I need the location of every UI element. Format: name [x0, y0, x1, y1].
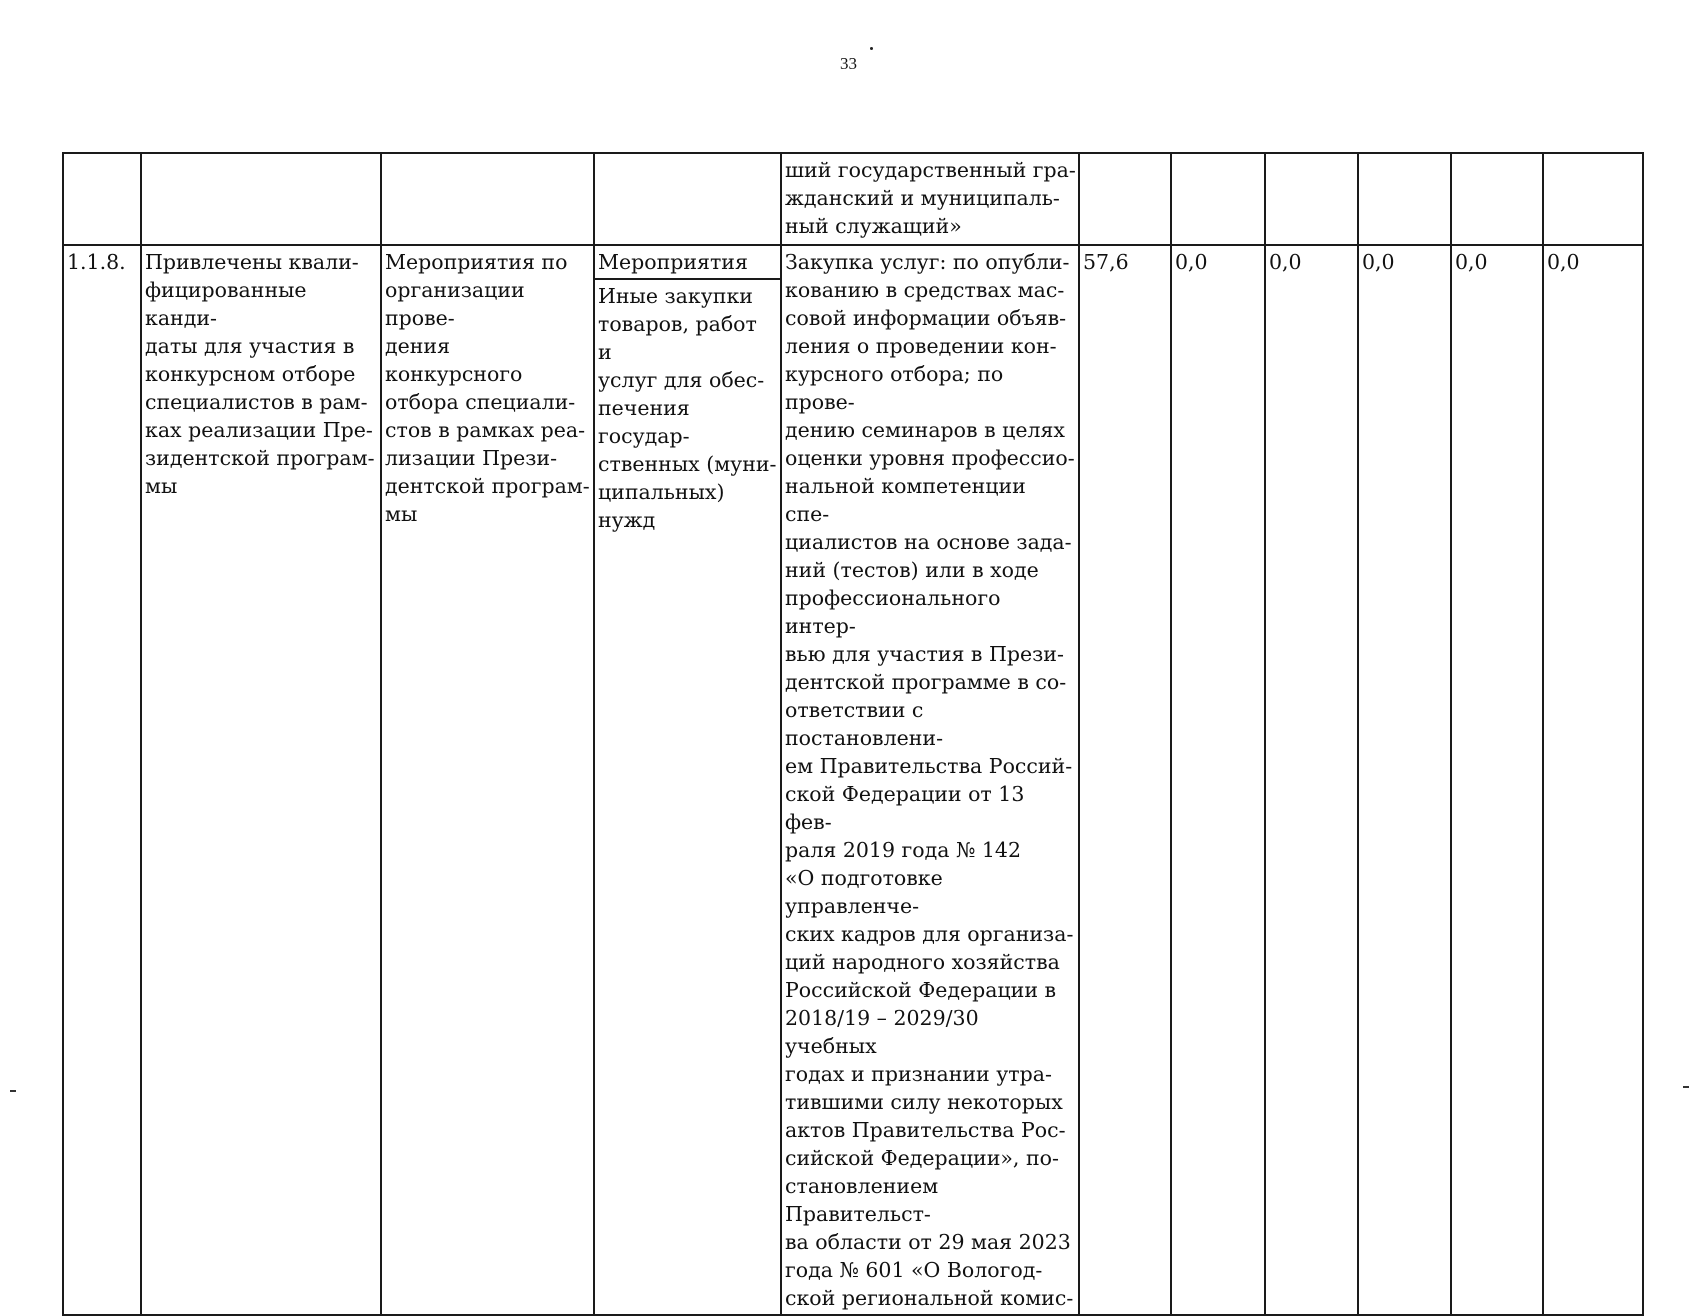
margin-mark-left [10, 1090, 16, 1092]
margin-mark-right [1683, 1086, 1689, 1088]
value-3: 0,0 [1269, 250, 1302, 274]
cell-value-empty [1171, 153, 1265, 245]
value-2: 0,0 [1175, 250, 1208, 274]
cell-result-empty [141, 153, 381, 245]
cell-characteristic [781, 245, 1079, 1315]
cell-value-empty [1451, 153, 1543, 245]
event-type-text: Мероприятия [595, 246, 780, 280]
cell-value-empty [1079, 153, 1171, 245]
page-number: 33 [840, 54, 857, 73]
table-row-continuation [63, 153, 1643, 245]
table-row [63, 245, 1643, 1315]
cell-value [1451, 245, 1543, 1315]
value-1: 57,6 [1083, 250, 1129, 274]
value-5: 0,0 [1455, 250, 1488, 274]
cell-value [1171, 245, 1265, 1315]
program-table [62, 152, 1644, 1316]
cell-value-empty [1265, 153, 1358, 245]
cell-activity [381, 245, 594, 1315]
value-4: 0,0 [1362, 250, 1395, 274]
characteristic-continuation-text: ший государственный гра- жданский и муниципаль- ный служащий» [785, 158, 1076, 238]
cell-characteristic-continuation [781, 153, 1079, 245]
cell-value [1543, 245, 1643, 1315]
cell-value [1079, 245, 1171, 1315]
row-number: 1.1.8. [67, 250, 126, 274]
value-6: 0,0 [1547, 250, 1580, 274]
scan-artifact-dot [870, 47, 873, 50]
cell-number-empty [63, 153, 141, 245]
cell-value [1358, 245, 1451, 1315]
cell-value-empty [1543, 153, 1643, 245]
cell-value [1265, 245, 1358, 1315]
activity-text: Мероприятия по организации прове- дения конкурсного отбора специали- стов в рамках реа- лизации Прези- дентской програм- мы [385, 250, 590, 526]
cell-result [141, 245, 381, 1315]
cell-number [63, 245, 141, 1315]
cell-value-empty [1358, 153, 1451, 245]
event-description-text: Иные закупки товаров, работ и услуг для обес- печения государ- ственных (муни- ципальных) нужд [598, 284, 777, 532]
cell-event [594, 245, 781, 1315]
result-text: Привлечены квали- фицированные канди- даты для участия в конкурсном отборе специалистов в рам- ках реализации Пре- зидентской програм- мы [145, 250, 375, 498]
cell-activity-empty [381, 153, 594, 245]
cell-event-empty [594, 153, 781, 245]
characteristic-text: Закупка услуг: по опубли- кованию в средствах мас- совой информации объяв- ления о проведении кон- курсного отбора; по прове- дению семинаров в целях оценки уровня профессио- нальной компетенции спе- циалистов на основе зада- ний (тестов) или в ходе профессионального интер- вью для участия в Прези- дентской программе в со- ответствии с постановлени- ем Правительства Россий- ской Федерации от 13 фев- раля 2019 года № 142 «О подготовке управленче- ских кадров для организа- ций народного хозяйства Российской Федерации в 2018/19 – 2029/30 учебных годах и признании утра- тившими силу некоторых актов Правительства Рос- сийской Федерации», по- становлением Правительст- ва области от 29 мая 2023 года № 601 «О Вологод- ской региональной комис- [785, 250, 1075, 1310]
